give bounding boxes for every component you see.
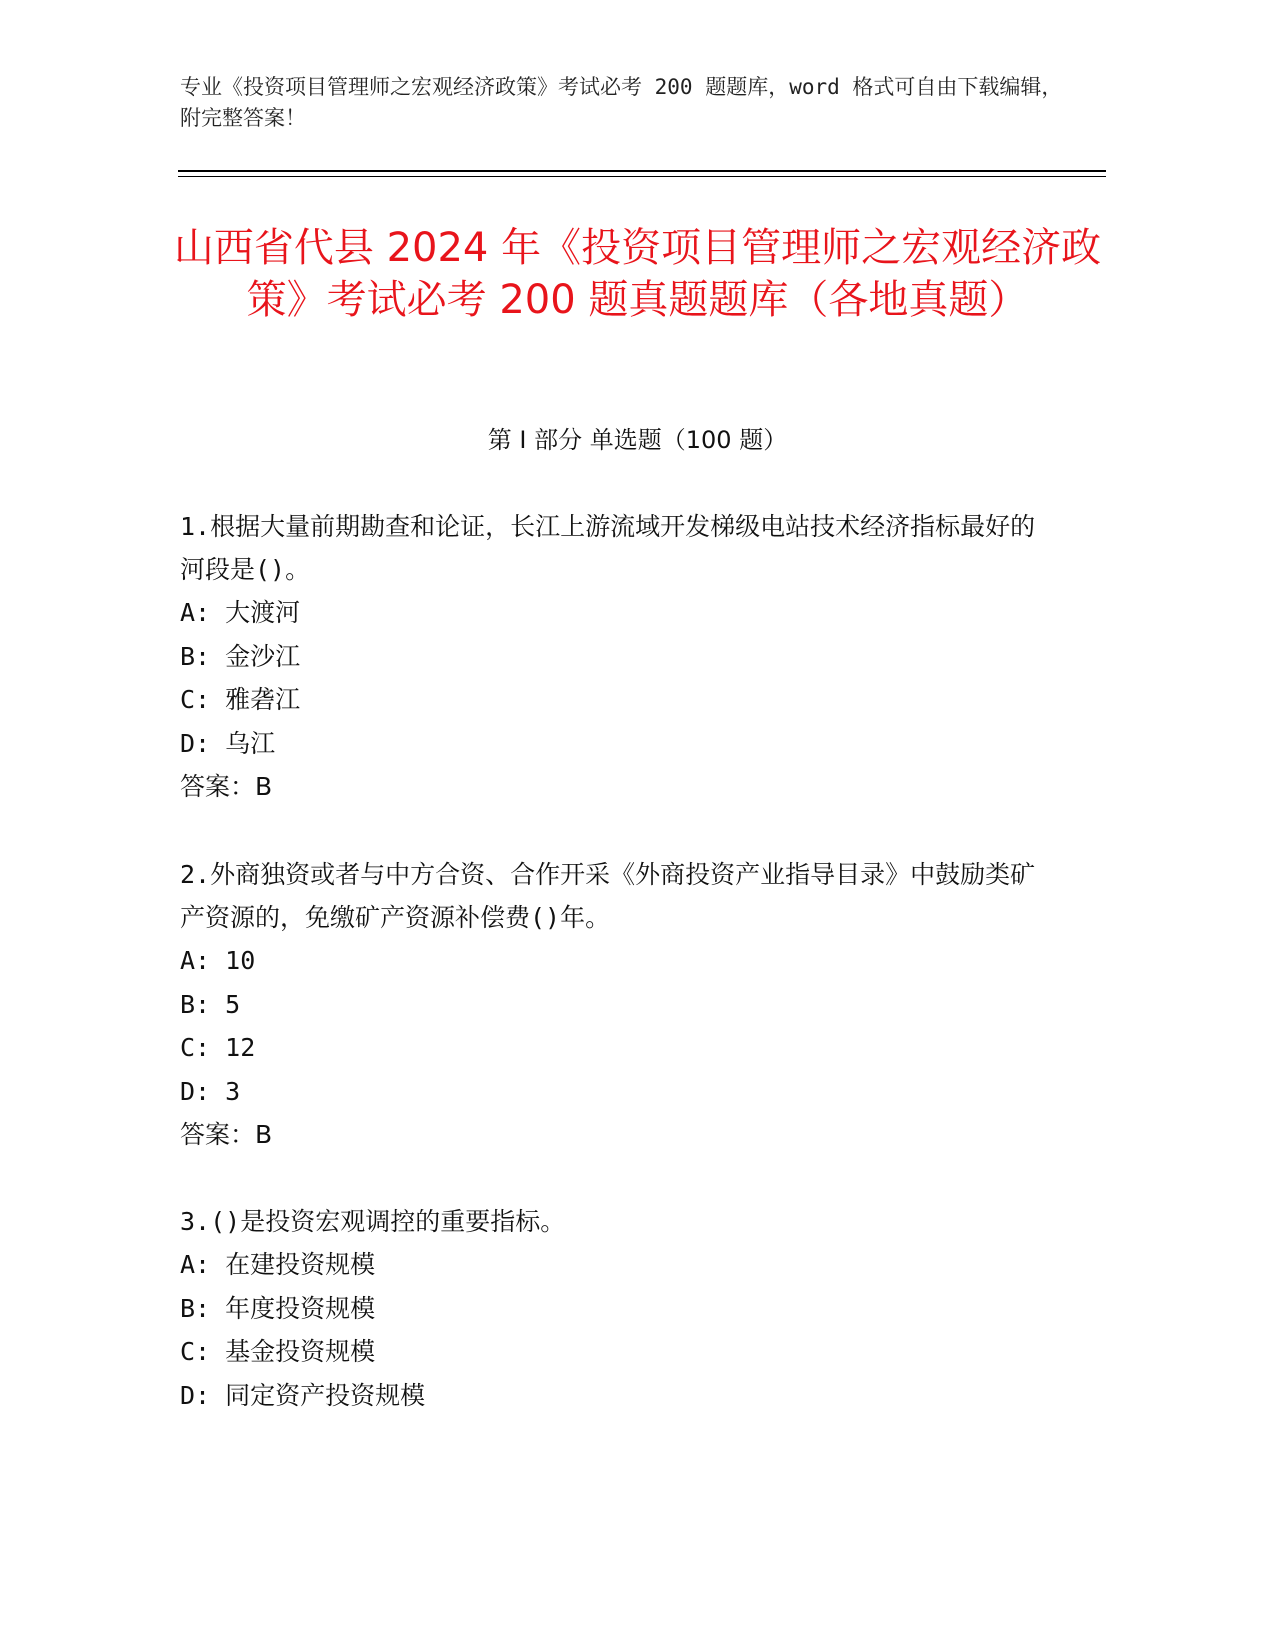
question-stem: 1.根据大量前期勘查和论证，长江上游流域开发梯级电站技术经济指标最好的河段是()。 (180, 512, 1036, 584)
question-1 (180, 505, 1040, 809)
option-d: D: 3 (180, 1076, 241, 1106)
header-divider-thin (178, 176, 1106, 177)
option-a: A: 大渡河 (180, 598, 301, 627)
answer: 答案：B (180, 772, 273, 801)
header-divider-thick (178, 170, 1106, 172)
option-d: D: 乌江 (180, 728, 276, 758)
option-a: A: 10 (180, 946, 256, 975)
question-3 (180, 1200, 1040, 1417)
question-stem: 2.外商独资或者与中方合资、合作开采《外商投资产业指导目录》中鼓励类矿产资源的，免缴矿产资源补偿费()年。 (180, 860, 1036, 932)
answer: 答案：B (180, 1120, 273, 1149)
header-note: 专业《投资项目管理师之宏观经济政策》考试必考 200 题题库，word 格式可自由下载编辑，附完整答案！ (180, 75, 1063, 130)
option-c: C: 雅砻江 (180, 685, 301, 714)
document-title: 山西省代县 2024 年《投资项目管理师之宏观经济政策》考试必考 200 题真题题库（各地真题） (173, 225, 1102, 323)
option-a: A: 在建投资规模 (180, 1250, 376, 1279)
question-stem: 3.()是投资宏观调控的重要指标。 (180, 1207, 566, 1236)
option-c: C: 12 (180, 1033, 256, 1062)
option-b: B: 年度投资规模 (180, 1293, 376, 1323)
option-b: B: 金沙江 (180, 641, 301, 671)
option-c: C: 基金投资规模 (180, 1337, 376, 1366)
question-2 (180, 853, 1040, 1157)
option-d: D: 同定资产投资规模 (180, 1380, 426, 1410)
section-heading: 第 I 部分 单选题（100 题） (487, 426, 788, 454)
option-b: B: 5 (180, 989, 241, 1019)
